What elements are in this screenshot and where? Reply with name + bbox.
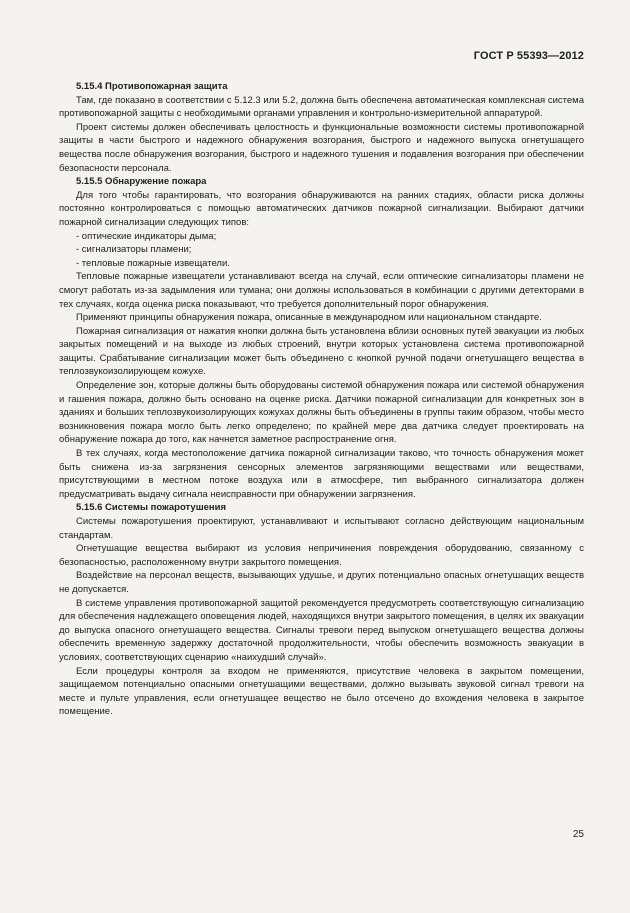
paragraph: Проект системы должен обеспечивать целостность и функциональные возможности системы противопожарной защиты в части быстрого и надежного обнаружения возгорания, быстрого и надежного выпуска огнетушащего вещества после обнаружения возгорания, быстрого и надежного тушения и подавления возгорания при обеспечении безопасности персонала.: [59, 121, 584, 174]
section-heading: 5.15.5 Обнаружение пожара: [76, 176, 207, 188]
list-item: - тепловые пожарные извещатели.: [76, 257, 230, 269]
section-heading: 5.15.4 Противопожарная защита: [76, 81, 228, 92]
paragraph: Огнетушащие вещества выбирают из условия непричинения повреждения оборудованию, связанному с безопасностью, расположенному внутри закрытого помещения.: [59, 543, 584, 568]
document-body: [59, 80, 584, 719]
paragraph: Если процедуры контроля за входом не применяются, присутствие человека в закрытом помещении, защищаемом потенциально опасными огнетушащими веществами, должно вызывать звуковой сигнал тревоги на месте и пульте управления, если огнетушащее вещество не было отсечено до вхождения человека в закрытое помещение.: [59, 665, 584, 718]
document-code: ГОСТ Р 55393—2012: [473, 50, 584, 62]
paragraph: В тех случаях, когда местоположение датчика пожарной сигнализации таково, что точность обнаружения может быть снижена из-за загрязнения сенсорных элементов загрязняющими веществами или веществами, присутствующими в местном потоке воздуха или в атмосфере, тип выбранного сигнализатора должен предусматривать выдачу сигнала неисправности при обнаружении загрязнения.: [59, 448, 584, 500]
paragraph: Для того чтобы гарантировать, что возгорания обнаруживаются на ранних стадиях, области риска должны постоянно контролироваться с помощью автоматических датчиков пожарной сигнализации. Выбирают датчики пожарной сигнализации следующих типов:: [59, 189, 584, 228]
paragraph: В системе управления противопожарной защитой рекомендуется предусмотреть соответствующую сигнализацию для обеспечения надлежащего оповещения людей, находящихся внутри закрытого помещения, в целях их эвакуации до выпуска опасного огнетушащего вещества. Сигналы тревоги перед выпуском огнетушащего вещества должны обеспечить временную задержку достаточной продолжительности, чтобы обеспечить возможность эвакуации в условиях, соответствующих сценарию «наихудший случай».: [59, 597, 584, 663]
paragraph: Системы пожаротушения проектируют, устанавливают и испытывают согласно действующим национальным стандартам.: [59, 516, 584, 541]
paragraph: Определение зон, которые должны быть оборудованы системой обнаружения пожара или системой обнаружения и гашения пожара, должно быть основано на оценке риска. Датчики пожарной сигнализации для конкретных зон в зданиях и больших теплозвукоизолирующих кожухах должны быть объединены в группы таким образом, чтобы место возникновения пожара могло быть легко определено; по крайней мере два датчика следует проектировать на обнаружение пожара до того, как начнется заметное распространение огня.: [59, 380, 584, 446]
paragraph: Тепловые пожарные извещатели устанавливают всегда на случай, если оптические сигнализаторы пламени не смогут работать из-за задымления или тумана; они должны использоваться в комбинации с другими детекторами в тех случаях, когда оценка риска показывают, что требуется дополнительный порог обнаружения.: [59, 271, 584, 310]
paragraph: Пожарная сигнализация от нажатия кнопки должна быть установлена вблизи основных путей эвакуации из любых закрытых помещений и на выходе из любых строений, внутри которых установлена система противопожарной защиты. Срабатывание сигнализации может быть объединено с кнопкой ручной подачи огнетушащего вещества в теплозвукоизолирующем кожухе.: [59, 325, 584, 378]
page-number: 25: [572, 829, 584, 840]
section-heading: 5.15.6 Системы пожаротушения: [76, 502, 227, 514]
paragraph: Воздействие на персонал веществ, вызывающих удушье, и других потенциально опасных огнетушащих веществ не допускается.: [59, 570, 584, 595]
list-item: - сигнализаторы пламени;: [76, 244, 192, 256]
paragraph: Там, где показано в соответствии с 5.12.3 или 5.2, должна быть обеспечена автоматическая комплексная система противопожарной защиты с необходимыми органами управления и контрольно-измерительной аппаратурой.: [59, 94, 584, 120]
list-item: - оптические индикаторы дыма;: [76, 230, 217, 242]
paragraph: Применяют принципы обнаружения пожара, описанные в международном или национальном стандарте.: [76, 312, 542, 324]
